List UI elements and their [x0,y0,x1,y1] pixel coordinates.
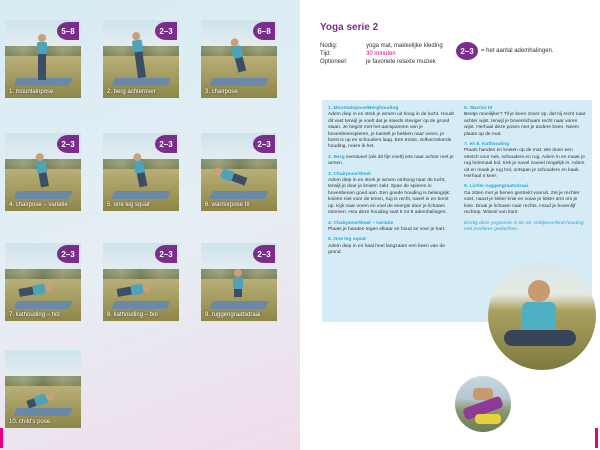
right-page [300,0,600,450]
section-body: Beetje moeilijker? Til je been zover op, dat hij recht naar achter wijst, terwijl je bovenlichaam recht naar voren wijst. Herhaal deze poses met je andere been. Neem plaats op de mat. [464,112,586,137]
section-heading: 4. Chairpose/Stoel – variatie [328,220,394,226]
instruction-section [328,106,456,151]
optioneel-label: Optioneel: [320,59,348,65]
instruction-section [328,172,456,217]
breath-badge: 2–3 [57,245,79,263]
breath-badge: 6–8 [253,22,275,40]
breath-badge: 5–8 [57,22,79,40]
pose-photo-3 [201,20,277,98]
page-title: Yoga serie 2 [320,22,379,33]
nodig-value: yoga mat, makkelijke kleding [366,43,443,49]
section-body: Plaats je handen tegen elkaar en houd ze voor je hart. [328,226,446,232]
pose-photo-1 [5,20,81,98]
breath-badge: 2–3 [155,22,177,40]
instruction-section [328,237,456,256]
legend-text: = het aantal ademhalingen. [481,48,554,54]
pose-caption: 5. one leg squat [107,202,150,208]
page-edge-marker [595,428,598,448]
section-body: Adem diep in en strek je armen omhoog naar de lucht, terwijl je door je knieën zakt. Span de spieren in bovenbenen goed aan. Een goede houding is belangrijk: knieën niet voor de tenen, rug is recht, navel in en borst op. Kijk naar voren en voel de energie door je lichaam stromen. Hou deze houding vast 6 tot 8 ademhalingen. [328,178,451,216]
tijd-label: Tijd: [320,51,332,57]
section-body: Ga zitten met je benen gestrekt vooruit. Zet je rechter voet, naast je linker knie en vouw je linker arm om je knie. Draai je lichaam naar rechts. Houd je bovenlijf rechtop. Wissel van kant. [464,190,580,216]
pose-caption: 2. berg achterover [107,89,156,95]
pose-photo-4 [5,133,81,211]
stretch-photo [455,376,511,432]
optioneel-value: je favoriete relaxte muziek [366,59,436,65]
section-heading: 6. Warrior III [464,106,493,111]
tijd-value: 30 minuten [366,51,396,57]
instruction-section [328,221,456,234]
section-body: eventueel (als dit fijn voelt) iets naar achter met je armen. [328,154,454,167]
section-heading: 5. One leg squat [328,237,366,243]
meditation-photo [488,262,596,370]
pose-photo-9 [201,243,277,321]
pose-photo-7 [5,243,81,321]
instruction-section [328,155,456,168]
pose-caption: 3. chairpose [205,89,238,95]
section-body: Plaats handen en knieën op de mat. We doen een stretch voor nek, schouders en rug. Adem in en maak je rug helemaal bol, trek je navel zoveel mogelijk in. Adem uit en maak je rug hol, ontspan je schouders en kaak. Herhaal 4 keer. [464,148,585,180]
closing-text: Eindig deze yogaserie in de 10. childpose/kind-houding met positieve gedachten. [464,220,584,232]
instruction-section [464,142,588,180]
pose-caption: 4. chairpose – variatie [9,202,68,208]
section-heading: 1. Mountainpose/Berghouding [328,106,399,111]
pose-caption: 6. warriorpose III [205,202,250,208]
pose-caption: 8. kathouding – bol [107,312,158,318]
breath-badge: 2–3 [253,245,275,263]
breath-badge: 2–3 [155,245,177,263]
breath-badge: 2–3 [155,135,177,153]
breath-badge: 2–3 [57,135,79,153]
pose-caption: 10. child's pose [9,419,51,425]
pose-photo-2 [103,20,179,98]
nodig-label: Nodig: [320,43,338,49]
page-edge-marker [0,428,3,448]
pose-photo-8 [103,243,179,321]
section-heading: 2. Berg [328,154,345,160]
breath-legend [456,42,554,60]
section-heading: 9. Lichte ruggengraatsdraai [464,184,529,190]
pose-photo-6 [201,133,277,211]
pose-caption: 1. mountainpose [9,89,54,95]
section-heading: 7. en 8. Kathouding [464,142,510,148]
instruction-section [464,184,588,216]
requirements-list [320,42,443,66]
pose-photo-10 [5,350,81,428]
pose-photo-5 [103,133,179,211]
legend-badge: 2–3 [456,42,478,60]
section-heading: 3. Chairpose/Stoel [328,171,371,177]
section-body: Adem diep in en strek je armen uit hoog in de lucht. Houdt dit vast terwijl je voelt dat je steeds steviger op de grond staan. Je begint met het aanspannen van je bovenbeenspieren, je kantelt je bekken naar voren, je borst is op en schouders laag. Een trotse, zelfverzekerde houding, noem ik het. [328,112,454,150]
instruction-section [464,106,588,138]
instructions-column-left [328,106,456,261]
pose-caption: 7. kathouding – hol [9,312,60,318]
instructions-column-right [464,106,588,233]
breath-badge: 2–3 [253,135,275,153]
section-body: Adem diep in en haal heel langzaam een been van de grond. [328,243,445,256]
pose-caption: 9. ruggengraatsdraai [205,312,261,318]
